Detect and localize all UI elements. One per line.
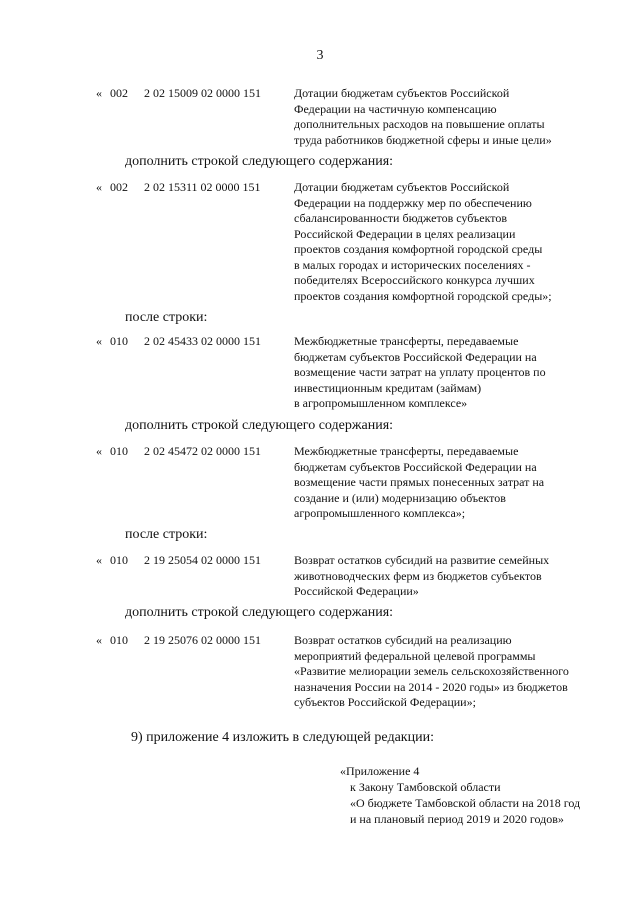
entry-description	[294, 553, 616, 600]
admin-code: 002	[110, 180, 128, 194]
instruction-after-line: после строки:	[125, 527, 208, 542]
description-line: проектов создания комфортной городской среды»;	[294, 288, 552, 303]
description-line: агропромышленного комплекса»;	[294, 506, 466, 520]
description-line: Федерации на частичную компенсацию	[294, 101, 497, 116]
appendix-title: «Приложение 4	[340, 764, 420, 778]
description-line: возмещение части прямых понесенных затрат на	[294, 475, 545, 489]
budget-code: 2 02 15311 02 0000 151	[144, 180, 261, 194]
entry-description	[294, 444, 616, 522]
opening-quote: «	[96, 444, 102, 458]
description-line: субъектов Российской Федерации»;	[294, 695, 476, 709]
description-line: Межбюджетные трансферты, передаваемые	[294, 334, 519, 348]
opening-quote: «	[96, 334, 102, 348]
description-line: Возврат остатков субсидий на реализацию	[294, 633, 512, 647]
budget-code: 2 02 15009 02 0000 151	[144, 86, 261, 100]
appendix-law-period: и на плановый период 2019 и 2020 годов»	[350, 812, 564, 826]
description-line: создание и (или) модернизацию объектов	[294, 490, 506, 505]
description-line: Федерации на поддержку мер по обеспечению	[294, 195, 532, 210]
description-line: бюджетам субъектов Российской Федерации на	[294, 349, 537, 364]
entry-description	[294, 86, 616, 148]
budget-code: 2 19 25076 02 0000 151	[144, 633, 261, 647]
description-line: Возврат остатков субсидий на развитие семейных	[294, 553, 550, 567]
entry-description	[294, 334, 616, 412]
description-line: Российской Федерации»	[294, 584, 419, 598]
description-line: бюджетам субъектов Российской Федерации на	[294, 459, 537, 474]
appendix-law-ref: к Закону Тамбовской области	[350, 780, 501, 794]
description-line: Дотации бюджетам субъектов Российской	[294, 180, 510, 194]
description-line: «Развитие мелиорации земель сельскохозяйственного	[294, 664, 569, 678]
entry-description	[294, 180, 616, 304]
admin-code: 002	[110, 86, 128, 100]
instruction-add-line: дополнить строкой следующего содержания:	[125, 605, 394, 620]
page-number: 3	[316, 48, 324, 63]
description-line: возмещение части затрат на уплату процентов по	[294, 365, 546, 379]
description-line: Дотации бюджетам субъектов Российской	[294, 86, 510, 100]
admin-code: 010	[110, 633, 128, 647]
budget-code: 2 02 45472 02 0000 151	[144, 444, 261, 458]
entry-description	[294, 633, 616, 711]
instruction-add-line: дополнить строкой следующего содержания:	[125, 154, 394, 169]
description-line: мероприятий федеральной целевой программы	[294, 648, 536, 663]
description-line: в агропромышленном комплексе»	[294, 396, 468, 410]
opening-quote: «	[96, 180, 102, 194]
description-line: в малых городах и исторических поселениях -	[294, 257, 531, 272]
admin-code: 010	[110, 334, 128, 348]
description-line: Российской Федерации в целях реализации	[294, 226, 516, 241]
opening-quote: «	[96, 86, 102, 100]
instruction-add-line: дополнить строкой следующего содержания:	[125, 418, 394, 433]
description-line: труда работников бюджетной сферы и иные цели»	[294, 132, 552, 147]
opening-quote: «	[96, 553, 102, 567]
admin-code: 010	[110, 553, 128, 567]
description-line: победителях Всероссийского конкурса лучших	[294, 273, 535, 287]
description-line: инвестиционным кредитам (займам)	[294, 380, 482, 395]
description-line: проектов создания комфортной городской среды	[294, 242, 543, 256]
description-line: назначения России на 2014 - 2020 годы» из бюджетов	[294, 679, 568, 694]
description-line: дополнительных расходов на повышение оплаты	[294, 117, 545, 131]
appendix-header	[340, 763, 580, 827]
admin-code: 010	[110, 444, 128, 458]
instruction-after-line: после строки:	[125, 310, 208, 325]
budget-code: 2 02 45433 02 0000 151	[144, 334, 261, 348]
description-line: сбалансированности бюджетов субъектов	[294, 211, 508, 225]
description-line: Межбюджетные трансферты, передаваемые	[294, 444, 519, 458]
opening-quote: «	[96, 633, 102, 647]
instruction-item-9: 9) приложение 4 изложить в следующей редакции:	[131, 730, 434, 745]
description-line: животноводческих ферм из бюджетов субъектов	[294, 568, 542, 583]
appendix-law-title: «О бюджете Тамбовской области на 2018 год	[350, 796, 581, 810]
budget-code: 2 19 25054 02 0000 151	[144, 553, 261, 567]
